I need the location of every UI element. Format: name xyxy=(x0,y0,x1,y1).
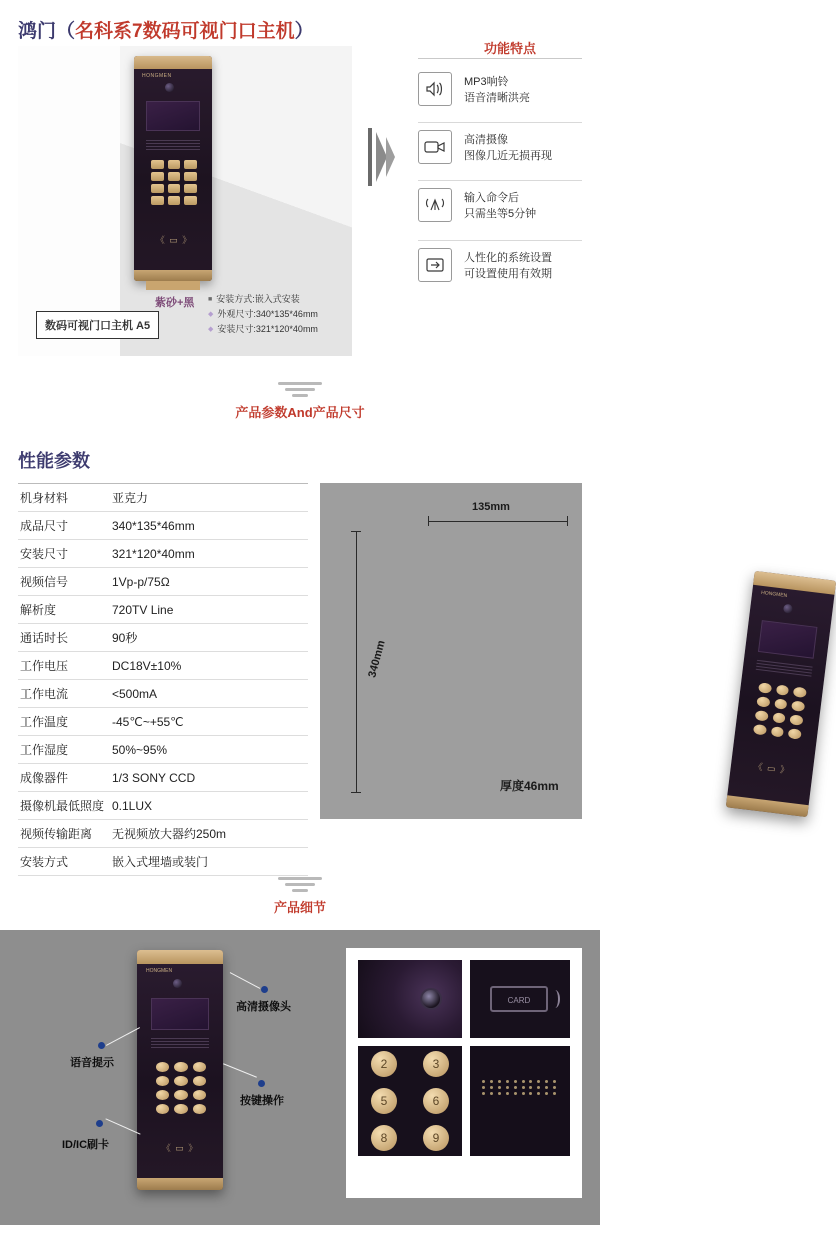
param-key: 安装方式 xyxy=(18,848,110,876)
table-row xyxy=(18,596,308,624)
param-key: 解析度 xyxy=(18,596,110,624)
settings-icon xyxy=(418,248,452,282)
feature-text xyxy=(464,248,588,282)
device-brand-label: HONGMEN xyxy=(146,968,173,974)
divider-line xyxy=(418,58,582,59)
speaker-icon xyxy=(418,72,452,106)
dimension-thickness-label: 厚度46mm xyxy=(500,779,559,793)
param-value: 亚克力 xyxy=(110,484,308,512)
param-key: 安装尺寸 xyxy=(18,540,110,568)
callout-card: ID/IC刷卡 xyxy=(62,1139,110,1151)
section-title-params: 性能参数 xyxy=(18,451,90,471)
keypad-key xyxy=(151,196,164,205)
keypad-key xyxy=(184,160,197,169)
keypad-key xyxy=(151,184,164,193)
feature-line-2: 图像几近无损再现 xyxy=(464,150,552,162)
feature-text xyxy=(464,130,588,164)
color-variant-label: 紫砂+黑 xyxy=(155,297,195,309)
table-row xyxy=(18,540,308,568)
feature-line-1: 输入命令后 xyxy=(464,192,519,204)
divider-params xyxy=(0,358,600,437)
keypad-key-label: 8 xyxy=(371,1125,397,1151)
callout-camera: 高清摄像头 xyxy=(236,1001,291,1013)
divider-label: 产品细节 xyxy=(273,900,326,915)
callout-dot xyxy=(258,1080,265,1087)
speaker-grille-icon xyxy=(756,660,813,679)
param-value: 321*120*40mm xyxy=(110,540,308,568)
table-row xyxy=(18,512,308,540)
param-value: 1Vp-p/75Ω xyxy=(110,568,308,596)
table-row xyxy=(18,820,308,848)
arrow-icon xyxy=(368,128,398,186)
param-key: 工作温度 xyxy=(18,708,110,736)
device-screen xyxy=(146,101,200,131)
photo-keypad-closeup xyxy=(358,1046,462,1156)
card-reader-label: CARD xyxy=(490,986,548,1012)
card-reader-icon: 《 ▭ 》 xyxy=(753,761,791,776)
table-row xyxy=(18,624,308,652)
divider-details xyxy=(0,857,600,930)
photo-camera-closeup xyxy=(358,960,462,1038)
param-value: <500mA xyxy=(110,680,308,708)
parameters-table xyxy=(18,483,308,876)
param-key: 工作电流 xyxy=(18,680,110,708)
table-row xyxy=(18,736,308,764)
device-brand-label: HONGMEN xyxy=(760,589,788,599)
keypad-key xyxy=(168,196,181,205)
chevron-down-icon xyxy=(278,382,322,398)
speaker-grille-icon xyxy=(151,1038,209,1050)
table-row xyxy=(18,652,308,680)
card-reader-icon: 《 ▭ 》 xyxy=(155,235,193,245)
dimension-height-label: 340mm xyxy=(366,639,388,679)
dimension-width-label: 135mm xyxy=(472,501,510,513)
feature-item-mp3 xyxy=(418,72,588,106)
rfid-wave-icon xyxy=(550,990,560,1008)
param-value: -45℃~+55℃ xyxy=(110,708,308,736)
camera-lens-icon xyxy=(420,988,442,1010)
photo-speaker-closeup xyxy=(470,1046,570,1156)
keypad-key xyxy=(151,172,164,181)
callout-dot xyxy=(261,986,268,993)
device-top-cap xyxy=(134,56,212,69)
divider-label: 产品参数And产品尺寸 xyxy=(235,405,365,420)
table-row xyxy=(18,764,308,792)
keypad-key xyxy=(168,172,181,181)
detail-photo-grid xyxy=(346,948,582,1198)
keypad-key-label: 2 xyxy=(371,1051,397,1077)
param-key: 工作电压 xyxy=(18,652,110,680)
device-keypad xyxy=(753,682,807,739)
param-value: 340*135*46mm xyxy=(110,512,308,540)
keypad-key xyxy=(151,160,164,169)
device-brand-label: HONGMEN xyxy=(142,73,172,79)
speaker-grille-icon xyxy=(146,140,200,152)
device-screen xyxy=(758,620,817,659)
title-prefix: 鸿门（ xyxy=(18,21,76,42)
device-detail-illustration xyxy=(137,950,223,1190)
device-dimension-illustration xyxy=(726,571,836,817)
camera-lens-icon xyxy=(165,83,174,92)
spec-item: ■ 安装方式:嵌入式安装 xyxy=(208,292,318,307)
keypad-key xyxy=(184,184,197,193)
param-key: 机身材料 xyxy=(18,484,110,512)
camera-lens-icon xyxy=(783,604,793,614)
model-badge: 数码可视门口主机 A5 xyxy=(36,311,159,339)
keypad-key-label: 6 xyxy=(423,1088,449,1114)
device-screen xyxy=(151,998,209,1030)
feature-item-signal xyxy=(418,188,588,222)
device-base xyxy=(146,281,200,290)
dimension-diagram xyxy=(320,483,791,819)
feature-line-2: 语音清晰洪亮 xyxy=(464,92,530,104)
param-key: 成品尺寸 xyxy=(18,512,110,540)
hero-spec-list xyxy=(208,292,318,337)
param-value: 嵌入式埋墙或装门 xyxy=(110,848,308,876)
card-reader-icon: 《 ▭ 》 xyxy=(161,1143,199,1153)
keypad-key-label: 3 xyxy=(423,1051,449,1077)
keypad-key-label: 5 xyxy=(371,1088,397,1114)
param-value: 无视频放大器约250m xyxy=(110,820,308,848)
param-key: 视频传输距离 xyxy=(18,820,110,848)
photo-card-reader xyxy=(470,960,570,1038)
keypad-key xyxy=(184,172,197,181)
param-value: 720TV Line xyxy=(110,596,308,624)
details-section xyxy=(0,930,600,1225)
callout-dot xyxy=(98,1042,105,1049)
param-key: 工作湿度 xyxy=(18,736,110,764)
title-highlight: 名科系7数码可视门口主机 xyxy=(75,21,295,42)
parameters-section xyxy=(0,437,791,869)
feature-item-camera xyxy=(418,130,588,164)
feature-line-2: 只需坐等5分钟 xyxy=(464,208,537,220)
feature-line-1: 高清摄像 xyxy=(464,134,508,146)
camera-icon xyxy=(418,130,452,164)
feature-text xyxy=(464,72,588,106)
feature-line-1: MP3响铃 xyxy=(464,76,509,88)
table-row xyxy=(18,680,308,708)
feature-text xyxy=(464,188,588,222)
keypad-key-label: 9 xyxy=(423,1125,449,1151)
param-value: 50%~95% xyxy=(110,736,308,764)
callout-dot xyxy=(96,1120,103,1127)
spec-item: ◆ 外观尺寸:340*135*46mm xyxy=(208,307,318,322)
feature-line-2: 可设置使用有效期 xyxy=(464,268,552,280)
table-row xyxy=(18,568,308,596)
chevron-down-icon xyxy=(278,877,322,893)
param-value: 0.1LUX xyxy=(110,792,308,820)
keypad-key xyxy=(184,196,197,205)
table-row xyxy=(18,484,308,512)
feature-line-1: 人性化的系统设置 xyxy=(464,252,552,264)
title-suffix: ） xyxy=(294,21,314,42)
page-title xyxy=(18,16,314,43)
device-bottom-cap xyxy=(134,270,212,281)
speaker-grille-icon xyxy=(482,1080,558,1095)
camera-lens-icon xyxy=(173,979,182,988)
table-row xyxy=(18,708,308,736)
callout-voice: 语音提示 xyxy=(70,1057,114,1069)
spec-item: ◆ 安装尺寸:321*120*40mm xyxy=(208,322,318,337)
feature-item-settings xyxy=(418,248,588,282)
param-key: 成像器件 xyxy=(18,764,110,792)
device-keypad xyxy=(156,1062,206,1114)
keypad-key xyxy=(168,184,181,193)
param-key: 通话时长 xyxy=(18,624,110,652)
param-key: 视频信号 xyxy=(18,568,110,596)
keypad-key xyxy=(168,160,181,169)
signal-icon xyxy=(418,188,452,222)
device-illustration xyxy=(134,56,212,281)
callout-keypad: 按键操作 xyxy=(240,1095,284,1107)
device-keypad xyxy=(151,160,197,205)
param-value: DC18V±10% xyxy=(110,652,308,680)
param-value: 90秒 xyxy=(110,624,308,652)
hero-section xyxy=(0,0,600,358)
param-value: 1/3 SONY CCD xyxy=(110,764,308,792)
param-key: 摄像机最低照度 xyxy=(18,792,110,820)
features-title: 功能特点 xyxy=(484,41,537,56)
table-row xyxy=(18,792,308,820)
